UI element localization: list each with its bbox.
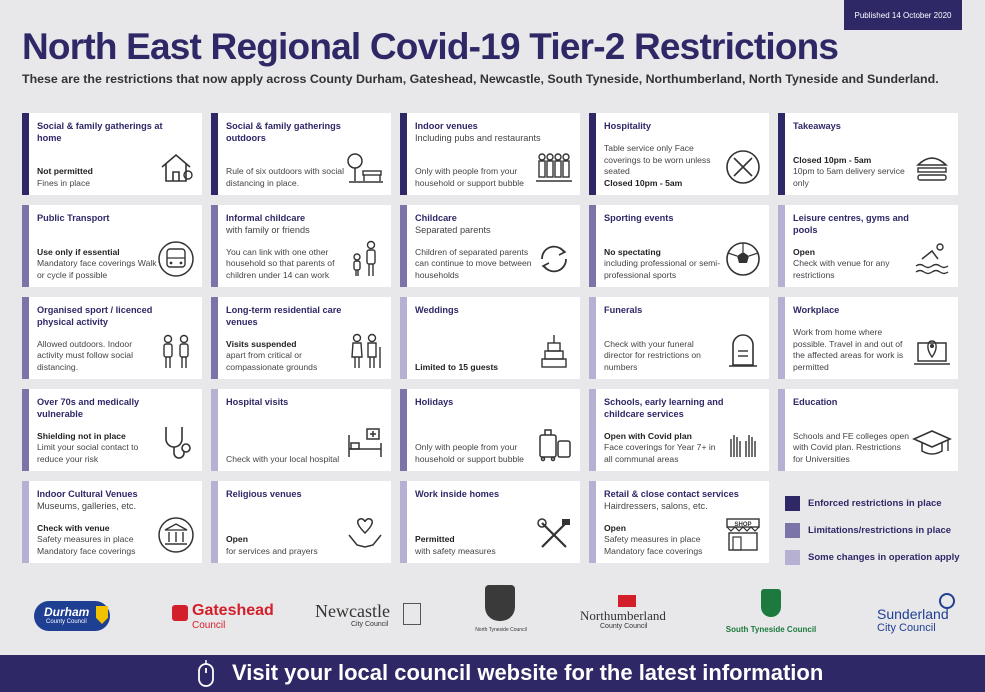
card-status: Permitted xyxy=(415,534,455,544)
card-status: Check with venue xyxy=(37,522,110,533)
level-bar xyxy=(22,113,29,195)
card-body xyxy=(415,362,535,374)
card-body xyxy=(604,431,724,466)
train-icon xyxy=(156,239,196,279)
level-bar xyxy=(211,481,218,563)
card-status: No spectating xyxy=(604,246,661,257)
restriction-card xyxy=(22,113,202,195)
northumberland-logo-text: Northumberland xyxy=(580,608,666,623)
restriction-card xyxy=(22,205,202,287)
card-title-text: Funerals xyxy=(604,305,643,315)
card-detail: apart from critical or compassionate grounds xyxy=(226,350,318,372)
level-bar xyxy=(778,205,785,287)
card-detail: Rule of six outdoors with social distancing in place. xyxy=(226,166,344,188)
card-detail: Work from home where possible. Travel in and out of the affected areas for work is permitted xyxy=(793,327,904,372)
northumberland-logo-sub: County Council xyxy=(600,623,648,630)
tools-icon xyxy=(534,515,574,555)
card-detail: Mandatory face coverings Walk or cycle if possible xyxy=(37,258,157,280)
card-body xyxy=(37,523,157,558)
gateshead-logo-sub: Council xyxy=(192,620,226,631)
card-body xyxy=(226,166,346,189)
headstone-icon xyxy=(723,331,763,371)
card-status: Open xyxy=(226,534,248,544)
card-detail: Check with your local hospital xyxy=(226,453,340,464)
castle-icon xyxy=(618,595,636,607)
card-subtitle: Museums, galleries, etc. xyxy=(37,501,137,511)
newcastle-logo-sub: City Council xyxy=(351,621,389,628)
card-title xyxy=(604,396,744,420)
card-detail: for services and prayers xyxy=(226,545,318,556)
restriction-card xyxy=(211,113,391,195)
footer-banner xyxy=(0,655,985,692)
cutlery-icon xyxy=(723,147,763,187)
council-logos xyxy=(22,585,958,645)
card-title xyxy=(37,120,177,144)
card-detail: Fines in place xyxy=(37,177,91,188)
card-body xyxy=(793,247,913,282)
northumberland-logo xyxy=(578,595,678,639)
card-detail: Children of separated parents can continue to move between households xyxy=(415,246,532,280)
card-title xyxy=(226,212,366,236)
restriction-card xyxy=(211,205,391,287)
legend-swatch xyxy=(785,550,800,565)
crest-icon xyxy=(403,603,421,625)
card-body xyxy=(37,166,157,189)
card-detail: Allowed outdoors. Indoor activity must follow social distancing. xyxy=(37,338,133,372)
card-title-text: Organised sport / licenced physical activity xyxy=(37,305,153,327)
level-bar xyxy=(211,389,218,471)
card-title xyxy=(226,488,366,500)
card-title xyxy=(793,120,933,132)
legend-item-some-changes xyxy=(785,544,960,571)
wedding-cake-icon xyxy=(534,331,574,371)
newcastle-logo-text: Newcastle xyxy=(315,601,390,621)
level-bar xyxy=(778,389,785,471)
legend-item-limitations xyxy=(785,517,960,544)
card-status: Visits suspended xyxy=(226,338,297,349)
card-detail: Limit your social contact to reduce your risk xyxy=(37,442,139,464)
restriction-card xyxy=(400,389,580,471)
luggage-icon xyxy=(534,423,574,463)
card-body xyxy=(604,143,724,189)
card-detail: Only with people from your household or support bubble xyxy=(415,166,524,188)
legend-label: Enforced restrictions in place xyxy=(808,498,942,509)
card-detail: Only with people from your household or support bubble xyxy=(415,442,524,464)
card-title-text: Retail & close contact services xyxy=(604,489,739,499)
level-bar xyxy=(589,297,596,379)
card-title xyxy=(604,120,744,132)
legend-swatch xyxy=(785,523,800,538)
card-body xyxy=(793,327,913,373)
card-title-text: Over 70s and medically vulnerable xyxy=(37,397,140,419)
legend xyxy=(785,490,960,571)
card-body xyxy=(604,339,724,374)
north-tyneside-logo xyxy=(468,585,534,637)
shield-icon xyxy=(96,606,108,624)
card-title-text: Religious venues xyxy=(226,489,302,499)
card-body xyxy=(604,247,724,282)
restriction-card xyxy=(778,389,958,471)
restriction-card xyxy=(22,481,202,563)
card-body xyxy=(415,247,535,282)
restriction-card xyxy=(589,389,769,471)
card-title xyxy=(226,120,366,144)
card-status: Closed 10pm - 5am xyxy=(793,154,872,165)
card-title xyxy=(37,212,177,224)
card-status: Open with Covid plan xyxy=(604,430,692,441)
svg-text:SHOP: SHOP xyxy=(734,522,752,528)
card-subtitle: with family or friends xyxy=(226,225,310,235)
restriction-card xyxy=(778,205,958,287)
level-bar xyxy=(22,481,29,563)
durham-logo-sub: County Council xyxy=(46,619,87,625)
card-status: Open xyxy=(793,246,815,257)
south-tyneside-logo-text: South Tyneside Council xyxy=(725,625,817,634)
card-status: Shielding not in place xyxy=(37,430,126,441)
crest-icon xyxy=(761,589,781,617)
card-title xyxy=(415,212,555,236)
card-title-text: Social & family gatherings at home xyxy=(37,121,163,143)
elderly-couple-icon xyxy=(345,331,385,371)
card-title xyxy=(415,396,555,408)
card-status: Limited to 15 guests xyxy=(415,361,499,372)
museum-icon xyxy=(156,515,196,555)
card-body xyxy=(226,339,346,374)
restriction-card xyxy=(211,481,391,563)
card-title-text: Takeaways xyxy=(793,121,841,131)
people-group-icon xyxy=(534,147,574,187)
card-title-text: Work inside homes xyxy=(415,489,500,499)
level-bar xyxy=(22,205,29,287)
card-title xyxy=(226,396,366,408)
card-body xyxy=(226,454,346,466)
legend-label: Limitations/restrictions in place xyxy=(808,525,952,536)
newcastle-logo xyxy=(315,601,425,635)
restriction-card xyxy=(589,297,769,379)
card-detail: including professional or semi-professional sports xyxy=(604,258,721,280)
level-bar xyxy=(400,297,407,379)
card-title xyxy=(604,488,744,512)
page-title: North East Regional Covid-19 Tier-2 Restrictions xyxy=(22,26,839,67)
card-body xyxy=(793,155,913,190)
card-body xyxy=(226,247,346,282)
card-subtitle: Including pubs and restaurants xyxy=(415,133,541,143)
gateshead-logo xyxy=(172,603,282,637)
card-detail: with safety measures xyxy=(415,545,496,556)
card-title-text: Childcare xyxy=(415,213,457,223)
published-badge: Published 14 October 2020 xyxy=(844,0,962,30)
restriction-card xyxy=(22,389,202,471)
crest-icon xyxy=(485,585,515,621)
shop-icon xyxy=(723,515,763,555)
card-body xyxy=(226,534,346,557)
card-title xyxy=(415,304,555,316)
restriction-card xyxy=(400,205,580,287)
card-title xyxy=(37,488,177,512)
card-title-text: Indoor Cultural Venues xyxy=(37,489,138,499)
card-subtitle: Hairdressers, salons, etc. xyxy=(604,501,708,511)
level-bar xyxy=(589,205,596,287)
card-detail: Check with venue for any restrictions xyxy=(793,258,890,280)
card-detail: Safety measures in place Mandatory face coverings xyxy=(37,534,136,556)
card-title xyxy=(37,304,177,328)
heart-hands-icon xyxy=(345,515,385,555)
durham-logo xyxy=(34,601,110,631)
parent-child-icon xyxy=(345,239,385,279)
card-title xyxy=(793,396,933,408)
level-bar xyxy=(211,297,218,379)
card-title-text: Hospital visits xyxy=(226,397,289,407)
card-detail: Schools and FE colleges open with Covid plan. Restrictions for Universities xyxy=(793,430,910,464)
card-title-text: Holidays xyxy=(415,397,454,407)
card-title-text: Sporting events xyxy=(604,213,674,223)
card-body xyxy=(415,166,535,189)
restriction-card xyxy=(778,297,958,379)
card-title xyxy=(793,304,933,316)
restriction-card xyxy=(400,481,580,563)
restriction-card xyxy=(22,297,202,379)
sunderland-logo-sub: City Council xyxy=(877,622,936,634)
restriction-card xyxy=(589,481,769,563)
card-title xyxy=(415,488,555,500)
burger-icon xyxy=(912,147,952,187)
restriction-card xyxy=(589,205,769,287)
south-tyneside-logo xyxy=(721,589,821,637)
cycle-arrows-icon xyxy=(534,239,574,279)
sunderland-logo xyxy=(877,593,959,637)
card-title-text: Schools, early learning and childcare services xyxy=(604,397,724,419)
level-bar xyxy=(22,389,29,471)
footer-text: Visit your local council website for the latest information xyxy=(232,660,824,685)
level-bar xyxy=(211,205,218,287)
level-bar xyxy=(22,297,29,379)
football-icon xyxy=(723,239,763,279)
card-title-text: Social & family gatherings outdoors xyxy=(226,121,341,143)
card-body xyxy=(415,534,535,557)
card-title-text: Indoor venues xyxy=(415,121,478,131)
gateshead-mark-icon xyxy=(172,605,188,621)
card-body xyxy=(37,431,157,466)
restriction-card xyxy=(211,389,391,471)
legend-swatch xyxy=(785,496,800,511)
card-title-text: Weddings xyxy=(415,305,459,315)
card-title xyxy=(415,120,555,144)
house-icon xyxy=(156,147,196,187)
hospital-bed-icon xyxy=(345,423,385,463)
raised-hands-icon xyxy=(723,423,763,463)
card-title xyxy=(37,396,177,420)
card-body xyxy=(37,339,157,374)
card-title xyxy=(226,304,366,328)
card-title xyxy=(604,212,744,224)
card-title xyxy=(793,212,933,236)
card-title-text: Workplace xyxy=(793,305,840,315)
card-detail: You can link with one other household so that parents of children under 14 can work xyxy=(226,246,335,280)
level-bar xyxy=(400,481,407,563)
laptop-location-icon xyxy=(912,331,952,371)
sunderland-logo-text: Sunderland xyxy=(877,606,949,622)
level-bar xyxy=(778,113,785,195)
page-subtitle: These are the restrictions that now apply across County Durham, Gateshead, Newcastle, South Tyneside, Northumberland, North Tyneside and Sunderland. xyxy=(22,72,939,86)
level-bar xyxy=(400,205,407,287)
swimmer-icon xyxy=(912,239,952,279)
card-status: Not permitted xyxy=(37,166,93,176)
card-body xyxy=(415,442,535,465)
restriction-card xyxy=(400,297,580,379)
restriction-card xyxy=(400,113,580,195)
level-bar xyxy=(400,389,407,471)
card-body xyxy=(37,247,157,282)
card-title-text: Leisure centres, gyms and pools xyxy=(793,213,909,235)
card-status: Use only if essential xyxy=(37,246,120,257)
sport-people-icon xyxy=(156,331,196,371)
level-bar xyxy=(589,113,596,195)
card-detail: Face coverings for Year 7+ in all communal areas xyxy=(604,442,716,464)
card-title-text: Hospitality xyxy=(604,121,651,131)
card-title-text: Education xyxy=(793,397,838,407)
gateshead-logo-text: Gateshead xyxy=(192,602,274,619)
card-detail: 10pm to 5am delivery service only xyxy=(793,166,905,188)
card-detail: Safety measures in place Mandatory face coverings xyxy=(604,534,703,556)
card-status: Open xyxy=(604,522,626,533)
level-bar xyxy=(400,113,407,195)
card-detail: Check with your funeral director for restrictions on numbers xyxy=(604,338,701,372)
restriction-card xyxy=(589,113,769,195)
park-bench-icon xyxy=(345,147,385,187)
legend-label: Some changes in operation apply xyxy=(808,552,960,563)
card-subtitle: Separated parents xyxy=(415,225,491,235)
mouse-icon xyxy=(197,660,215,688)
restriction-card xyxy=(211,297,391,379)
north-tyneside-logo-text: North Tyneside Council xyxy=(475,627,527,633)
durham-logo-text: Durham xyxy=(44,605,90,619)
card-detail: Table service only Face coverings to be worn unless seated xyxy=(604,143,711,176)
level-bar xyxy=(589,389,596,471)
level-bar xyxy=(211,113,218,195)
card-title xyxy=(604,304,744,316)
legend-item-enforced xyxy=(785,490,960,517)
card-title-text: Informal childcare xyxy=(226,213,306,223)
level-bar xyxy=(589,481,596,563)
card-title-text: Public Transport xyxy=(37,213,110,223)
stethoscope-icon xyxy=(156,423,196,463)
card-title-text: Long-term residential care venues xyxy=(226,305,342,327)
card-body xyxy=(793,431,913,466)
graduation-cap-icon xyxy=(912,423,952,463)
restriction-card xyxy=(778,113,958,195)
card-body xyxy=(604,523,724,558)
card-status: Closed 10pm - 5am xyxy=(604,177,683,188)
level-bar xyxy=(778,297,785,379)
